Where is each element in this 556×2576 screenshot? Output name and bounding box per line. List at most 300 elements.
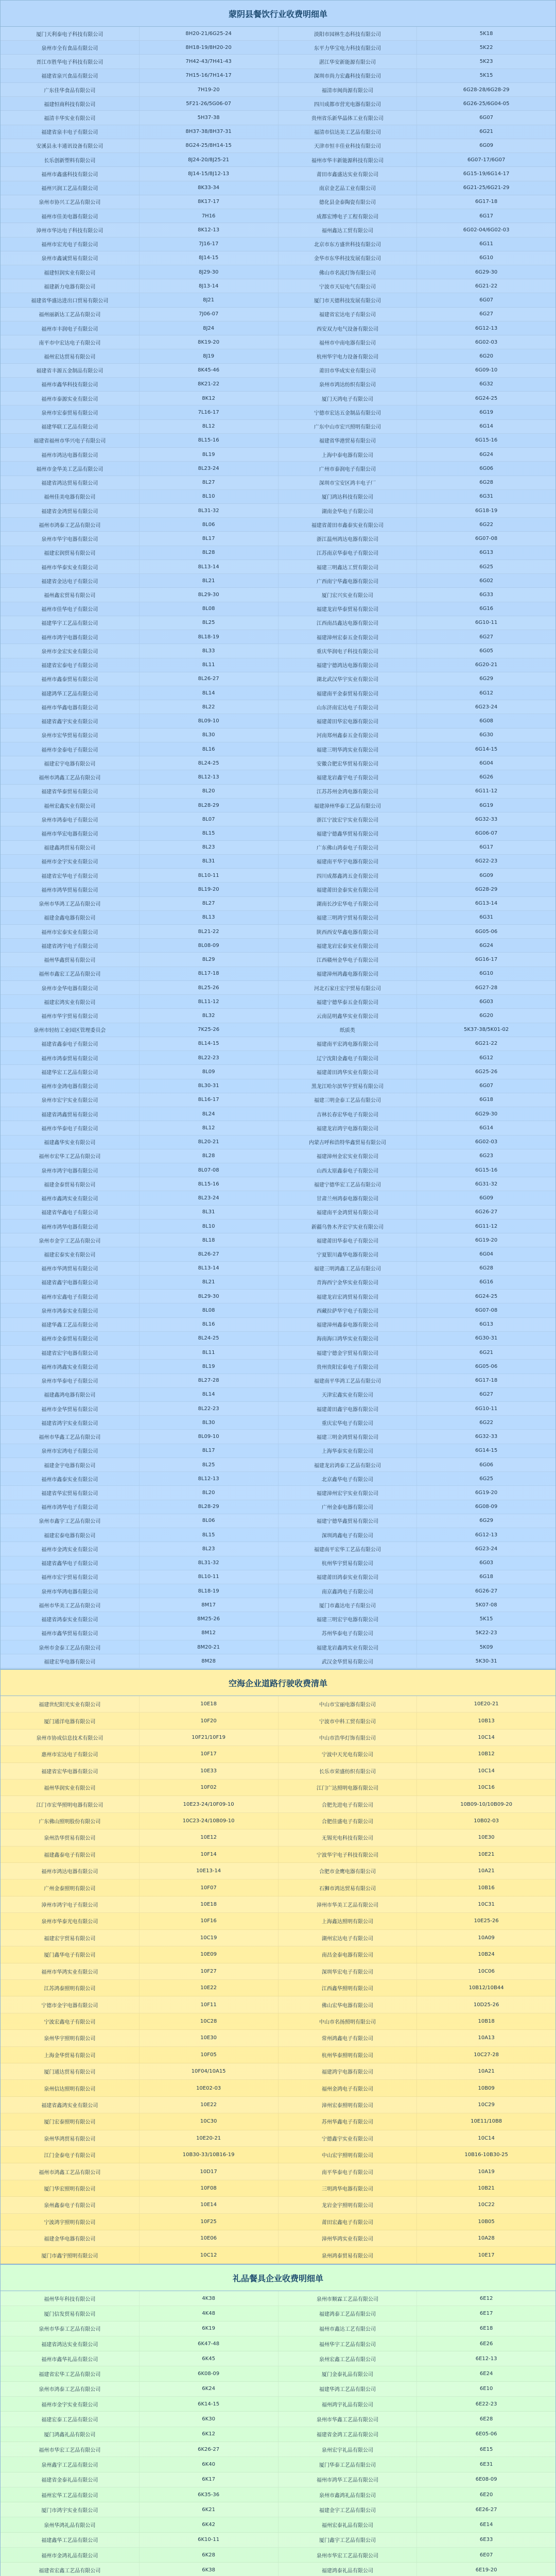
table-cell: 6G30 <box>479 732 494 738</box>
table-cell: 福建华鑫工艺品有限公司 <box>1 1318 140 1331</box>
table-cell: 淡阳市园林生态科技有限公司 <box>279 27 418 40</box>
table-cell: 宁波鸿宇照明有限公司 <box>1 2214 140 2230</box>
table-cell: 6G06 <box>479 465 494 471</box>
table-cell: 福建三明鑫达工贸有限公司 <box>279 560 418 573</box>
table-cell: 8L30-31 <box>140 1079 279 1093</box>
table-cell: 中山市浩华灯饰有限公司 <box>279 1730 418 1745</box>
table-row <box>1 2351 555 2366</box>
table-cell: 6G09 <box>479 872 494 878</box>
table-cell: 6G31 <box>479 914 494 921</box>
table-cell: 河北石家庄宏宇贸易有限公司 <box>279 981 418 994</box>
table-cell: 6G12-13 <box>475 325 498 331</box>
table-cell: 8L29-30 <box>140 1290 279 1303</box>
table-cell: 福州市鸿达电器有限公司 <box>1 1863 140 1879</box>
table-cell: 8L07 <box>140 812 279 826</box>
table-cell: 福州市金鸿礼品有限公司 <box>1 2548 140 2562</box>
table-cell: 6G13 <box>479 550 494 556</box>
table-row <box>1 238 555 251</box>
table-row <box>1 1996 555 2013</box>
table-cell: 8L09 <box>140 1065 279 1078</box>
table-cell: 苏州华鑫电子有限公司 <box>279 2113 418 2129</box>
table-cell: 浙江宁波宏宇实业有限公司 <box>279 812 418 826</box>
table-cell: 8L15-16 <box>140 434 279 447</box>
table-cell: 10E12 <box>140 1829 279 1845</box>
table-cell: 8J13-14 <box>140 279 279 293</box>
fee-table <box>1 2291 555 2576</box>
table-cell: 福建省鸿宇实业有限公司 <box>1 1416 140 1429</box>
table-cell: 5K09 <box>479 1644 493 1650</box>
table-cell: 福建金泰贸易有限公司 <box>1 1177 140 1191</box>
table-cell: 7H16 <box>140 209 279 223</box>
table-row <box>1 1846 555 1863</box>
table-cell: 6E33 <box>479 2537 493 2543</box>
table-cell: 福州市鑫达工艺有限公司 <box>279 2321 418 2336</box>
table-row <box>1 378 555 392</box>
table-row <box>1 27 555 41</box>
table-cell: 泉州市金华电器有限公司 <box>1 981 140 994</box>
table-row <box>1 812 555 826</box>
table-cell: 福州市鸿鑫工艺品有限公司 <box>1 2163 140 2179</box>
table-cell: 福建三明金泰工艺品有限公司 <box>279 1093 418 1107</box>
table-cell: 泉州市华鑫工艺品有限公司 <box>279 2412 418 2426</box>
table-cell: 8K12-13 <box>140 223 279 236</box>
table-cell: 6E26 <box>479 2341 493 2347</box>
table-cell: 泉州市宏鸿电子有限公司 <box>1 1444 140 1458</box>
table-cell: 福建金宇工艺品有限公司 <box>279 2502 418 2517</box>
table-cell: 厦门鸿达科技有限公司 <box>279 490 418 503</box>
table-cell: 漳州市鸿宇电子有限公司 <box>1 1896 140 1912</box>
table-cell: 8L18 <box>140 1233 279 1247</box>
table-row <box>1 1930 555 1946</box>
table-cell: 6G08-09 <box>475 1504 498 1510</box>
table-cell: 福州市鸿华工艺品有限公司 <box>279 2472 418 2487</box>
table-cell: 10C14 <box>478 2135 495 2141</box>
table-cell: 福建省宏华电子有限公司 <box>1 869 140 882</box>
table-row <box>1 686 555 700</box>
table-cell: 福州市金鸿实业有限公司 <box>1 1542 140 1555</box>
table-cell: 福建省鑫宇实业有限公司 <box>1 714 140 727</box>
table-cell: 莆田市华成实业有限公司 <box>279 364 418 377</box>
table-row <box>1 560 555 574</box>
table-cell: 福清市闽尚源有限公司 <box>279 83 418 96</box>
table-cell: 7J16-17 <box>140 238 279 251</box>
table-cell: 10F16 <box>140 1913 279 1929</box>
table-row <box>1 546 555 560</box>
table-row <box>1 869 555 883</box>
table-cell: 四川成都市营光电器有限公司 <box>279 97 418 110</box>
table-cell: 厦门金泰礼品有限公司 <box>279 2366 418 2381</box>
table-cell: 8K21-22 <box>140 378 279 391</box>
table-row <box>1 476 555 490</box>
table-cell: 10C19 <box>140 1930 279 1946</box>
table-cell: 8L21-22 <box>140 925 279 938</box>
fee-table <box>1 1696 555 2264</box>
table-row <box>1 2180 555 2197</box>
table-cell: 厦门华宏照明有限公司 <box>1 2180 140 2196</box>
table-cell: 福州市宏宇贸易有限公司 <box>1 1570 140 1584</box>
table-cell: 7K25-26 <box>140 1023 279 1037</box>
table-cell: 6G23-24 <box>475 704 498 710</box>
table-cell: 8L33 <box>140 644 279 657</box>
table-cell: 新疆乌鲁木齐宏宇实业有限公司 <box>279 1219 418 1233</box>
table-row <box>1 2163 555 2180</box>
table-cell: 福建漳州宏泰五金有限公司 <box>279 630 418 643</box>
table-cell: 10C29 <box>478 2102 495 2108</box>
table-cell: 6G18-19 <box>475 507 498 514</box>
table-cell: 6G20 <box>479 1013 494 1019</box>
table-cell: 深圳鸿鑫电子有限公司 <box>279 1528 418 1541</box>
table-cell: 福建莆田鸿华实业有限公司 <box>279 1065 418 1078</box>
table-cell: 6K47-48 <box>140 2336 279 2351</box>
table-cell: 8L13 <box>140 911 279 924</box>
table-cell: 6G28-28/6G28-29 <box>463 87 510 93</box>
table-row <box>1 2230 555 2247</box>
table-cell: 6G19 <box>479 802 494 808</box>
table-cell: 10F17 <box>140 1746 279 1762</box>
table-row <box>1 1416 555 1430</box>
table-cell: 10A19 <box>478 2168 495 2175</box>
table-cell: 8L30 <box>140 728 279 742</box>
table-cell: 福州佳美电器有限公司 <box>1 490 140 503</box>
table-cell: 福州市丰润电子有限公司 <box>1 321 140 335</box>
table-cell: 5K07-08 <box>475 1602 497 1608</box>
table-cell: 天津宏鑫实业有限公司 <box>279 1388 418 1401</box>
table-cell: 福建金鑫电器有限公司 <box>1 911 140 924</box>
table-row <box>1 2397 555 2412</box>
table-cell: 上海鑫达照明有限公司 <box>279 1913 418 1929</box>
table-row <box>1 83 555 97</box>
table-cell: 8L14-15 <box>140 1037 279 1050</box>
table-cell: 6E12-13 <box>475 2355 497 2362</box>
table-cell: 湖州宏达电子有限公司 <box>279 1930 418 1946</box>
table-row <box>1 1813 555 1829</box>
table-cell: 6G20 <box>479 353 494 359</box>
table-cell: 福州华润实业有限公司 <box>1 1780 140 1795</box>
table-cell: 广东中山市宏兴照明有限公司 <box>279 420 418 433</box>
table-row <box>1 1149 555 1163</box>
table-cell: 福建宁德华泰五金有限公司 <box>279 995 418 1008</box>
table-cell: 8L09-10 <box>140 1430 279 1443</box>
table-row <box>1 1896 555 1913</box>
table-row <box>1 967 555 981</box>
table-cell: 福建宏宇电器有限公司 <box>1 756 140 770</box>
table-cell: 6G28-29 <box>475 886 498 892</box>
table-cell: 6G15-16 <box>475 1167 498 1173</box>
table-row <box>1 672 555 686</box>
table-row <box>1 2517 555 2532</box>
table-cell: 6G17 <box>479 213 494 219</box>
table-cell: 10C28 <box>140 2013 279 2029</box>
table-cell: 6K24 <box>140 2382 279 2396</box>
table-row <box>1 139 555 153</box>
table-cell: 8L10 <box>140 1219 279 1233</box>
table-cell: 6G26 <box>479 774 494 781</box>
table-row <box>1 97 555 111</box>
table-cell: 8L18-19 <box>140 1584 279 1598</box>
table-cell: 南昌金泰电器有限公司 <box>279 1946 418 1962</box>
table-cell: 6E10 <box>479 2386 493 2392</box>
table-row <box>1 1640 555 1654</box>
table-row <box>1 2442 555 2457</box>
table-cell: 6G10-11 <box>475 1405 498 1412</box>
table-cell: 福州市华鸿贸易有限公司 <box>1 1262 140 1275</box>
table-cell: 泉州市华鸿工艺品有限公司 <box>1 897 140 910</box>
table-cell: 江苏鸿泰照明有限公司 <box>1 1980 140 1996</box>
table-cell: 福建省金泰礼品有限公司 <box>1 2472 140 2487</box>
table-cell: 辽宁沈阳金鑫电子有限公司 <box>279 1051 418 1064</box>
table-row <box>1 770 555 784</box>
table-cell: 6G16-17 <box>475 957 498 963</box>
table-cell: 福州金鸿电子有限公司 <box>279 2080 418 2096</box>
table-cell: 8J24-20/8J25-21 <box>140 153 279 166</box>
table-cell: 福州市鸿华电子有限公司 <box>1 1500 140 1514</box>
table-cell: 厦门宏兴实业有限公司 <box>279 588 418 601</box>
table-cell: 宁德市宏达五金制品有限公司 <box>279 405 418 419</box>
table-cell: 泉州华鸿贸易有限公司 <box>1 2130 140 2146</box>
table-row <box>1 1093 555 1107</box>
table-cell: 8L06 <box>140 518 279 531</box>
table-cell: 10F05 <box>140 2047 279 2063</box>
table-cell: 6K38 <box>140 2563 279 2576</box>
table-cell: 7L16-17 <box>140 405 279 419</box>
table-cell: 8L25 <box>140 1458 279 1471</box>
table-cell: 6G10-11 <box>475 620 498 626</box>
table-cell: 福州市鸿宇电器有限公司 <box>1 630 140 643</box>
table-cell: 福建宏鸿实业有限公司 <box>1 995 140 1008</box>
table-cell: 8L09-10 <box>140 714 279 727</box>
table-cell: 6K30 <box>140 2412 279 2426</box>
table-cell: 8L32 <box>140 1009 279 1022</box>
table-cell: 北京鑫华电子有限公司 <box>279 1472 418 1485</box>
table-cell: 泉州市鑫诚贸易有限公司 <box>1 251 140 265</box>
table-cell: 泉州市金宇工艺品有限公司 <box>1 1233 140 1247</box>
table-cell: 8L06 <box>140 1514 279 1528</box>
table-row <box>1 1612 555 1626</box>
table-row <box>1 925 555 939</box>
table-cell: 8H20-21/6G25-24 <box>140 27 279 40</box>
table-row <box>1 420 555 434</box>
table-cell: 8L17 <box>140 532 279 545</box>
table-cell: 福建鑫鸿电器有限公司 <box>1 1388 140 1401</box>
table-cell: 6G04 <box>479 1251 494 1257</box>
table-cell: 6G03 <box>479 998 494 1005</box>
table-cell: 福州市鸿泰贸易有限公司 <box>1 1051 140 1064</box>
table-cell: 6G16 <box>479 1279 494 1285</box>
table-row <box>1 602 555 616</box>
table-cell: 6E15 <box>479 2446 493 2452</box>
section-title: 空海企业道路行驶收费清单 <box>1 1670 555 1696</box>
table-row <box>1 2427 555 2442</box>
table-cell: 泉州市协兴工艺品有限公司 <box>1 195 140 209</box>
table-cell: 龙岩金宇照明有限公司 <box>279 2197 418 2213</box>
table-cell: 8L31 <box>140 1206 279 1219</box>
table-cell: 福州宏泰礼品有限公司 <box>279 2517 418 2532</box>
table-cell: 6G11-12 <box>475 1223 498 1229</box>
table-row <box>1 111 555 125</box>
table-cell: 8J21 <box>140 293 279 307</box>
table-cell: 福建省丰源五金制品有限公司 <box>1 364 140 377</box>
table-cell: 10B30-33/10B16-19 <box>140 2147 279 2163</box>
table-cell: 厦门市鑫宇照明有限公司 <box>1 2247 140 2263</box>
table-cell: 8M17 <box>140 1598 279 1612</box>
table-cell: 福州市华鑫工艺品有限公司 <box>1 1430 140 1443</box>
table-row <box>1 1598 555 1612</box>
table-row <box>1 448 555 462</box>
table-row <box>1 1346 555 1360</box>
table-cell: 10E02-03 <box>140 2080 279 2096</box>
table-row <box>1 504 555 518</box>
table-cell: 泉州市轻纺工业园区管理委员会 <box>1 1023 140 1037</box>
table-cell: 10E30 <box>478 1835 495 1841</box>
table-cell: 福建省鸿泰实业有限公司 <box>1 1612 140 1625</box>
table-cell: 福建宏宇贸易有限公司 <box>1 1930 140 1946</box>
table-row <box>1 2457 555 2472</box>
table-cell: 6K21 <box>140 2502 279 2517</box>
table-cell: 5K37-38/5K01-02 <box>463 1027 509 1033</box>
table-cell: 8J24 <box>140 321 279 335</box>
table-row <box>1 1374 555 1388</box>
table-cell: 6G32-33 <box>475 816 498 822</box>
table-cell: 8L27 <box>140 476 279 489</box>
table-cell: 纸质类 <box>279 1023 418 1037</box>
table-cell: 6K40 <box>140 2457 279 2471</box>
table-cell: 泉州市金泰工艺品有限公司 <box>1 1640 140 1654</box>
table-cell: 福建宁德鸿达电器有限公司 <box>279 658 418 672</box>
table-cell: 福建漳州金宏实业有限公司 <box>279 1149 418 1163</box>
table-cell: 10D17 <box>140 2163 279 2179</box>
table-cell: 8L29-30 <box>140 588 279 601</box>
table-cell: 10A28 <box>478 2235 495 2242</box>
table-cell: 泉州市鑫鸿礼品有限公司 <box>279 2487 418 2502</box>
table-row <box>1 2291 555 2306</box>
table-cell: 泉州市全有食品有限公司 <box>1 41 140 54</box>
section-road-fees <box>0 1669 556 2264</box>
table-cell: 6G22-23 <box>475 858 498 865</box>
table-row <box>1 1051 555 1065</box>
table-row <box>1 2047 555 2063</box>
table-row <box>1 1233 555 1247</box>
table-cell: 广州金泰电器有限公司 <box>279 1500 418 1514</box>
table-cell: 6K42 <box>140 2517 279 2532</box>
table-cell: 福建鑫鸿贸易有限公司 <box>1 841 140 854</box>
table-cell: 福建鑫华实业有限公司 <box>1 1136 140 1149</box>
table-row <box>1 2247 555 2263</box>
table-cell: 无锡光电科技有限公司 <box>279 1829 418 1845</box>
table-cell: 安徽合肥宏华贸易有限公司 <box>279 756 418 770</box>
table-row <box>1 1290 555 1303</box>
table-cell: 6K17 <box>140 2472 279 2487</box>
table-cell: 10B12/10B44 <box>468 1985 504 1991</box>
table-cell: 福建省金鸿工艺品有限公司 <box>279 2427 418 2442</box>
table-cell: 漳州市华美工艺品有限公司 <box>279 1896 418 1912</box>
table-cell: 合肥先进电子有限公司 <box>279 1796 418 1812</box>
table-cell: 泉州市金宏实业有限公司 <box>1 644 140 657</box>
table-cell: 湖北武汉华宇实业有限公司 <box>279 672 418 686</box>
table-row <box>1 434 555 448</box>
table-cell: 6K10-11 <box>140 2533 279 2547</box>
table-cell: 6G23-24 <box>475 1546 498 1552</box>
table-cell: 泉州华宇照明有限公司 <box>1 2030 140 2046</box>
table-cell: 6K19 <box>140 2321 279 2336</box>
table-cell: 10B24 <box>478 1952 495 1958</box>
table-cell: 8L12 <box>140 1121 279 1134</box>
table-row <box>1 2197 555 2213</box>
table-cell: 晋江市胜华电子科技有限公司 <box>1 55 140 68</box>
table-cell: 福州市金泰贸易有限公司 <box>1 1332 140 1345</box>
table-row <box>1 2336 555 2351</box>
table-cell: 10B21 <box>478 2185 495 2191</box>
table-cell: 6G02-03 <box>475 1139 498 1145</box>
table-row <box>1 742 555 756</box>
table-cell: 山东济南宏达电子有限公司 <box>279 700 418 714</box>
table-cell: 天津市恒丰佳业科技有限公司 <box>279 139 418 152</box>
table-row <box>1 1206 555 1219</box>
table-cell: 福州鸿宇礼品有限公司 <box>279 2397 418 2411</box>
table-cell: 福建省鑫鸿实业有限公司 <box>1 2097 140 2113</box>
table-cell: 福建南平金鸿贸易有限公司 <box>279 1206 418 1219</box>
table-cell: 福州市鸿华贸易有限公司 <box>1 883 140 896</box>
table-row <box>1 1136 555 1149</box>
table-row <box>1 69 555 83</box>
table-cell: 福建莆田华宏电器有限公司 <box>279 714 418 727</box>
table-cell: 10A21 <box>478 1868 495 1874</box>
table-cell: 6G14 <box>479 1125 494 1131</box>
table-cell: 8L17 <box>140 1444 279 1458</box>
table-cell: 福州市华宇贸易有限公司 <box>1 1009 140 1022</box>
table-cell: 厦门天鸿电子有限公司 <box>279 392 418 405</box>
table-cell: 4K38 <box>140 2291 279 2306</box>
table-cell: 福清丰华实业有限公司 <box>1 111 140 124</box>
table-cell: 6G14-15 <box>475 1448 498 1454</box>
table-cell: 6G29-30 <box>475 1111 498 1117</box>
table-cell: 长乐创新塑料有限公司 <box>1 153 140 166</box>
table-cell: 8L13-14 <box>140 560 279 573</box>
table-row <box>1 1486 555 1500</box>
table-cell: 8J29-30 <box>140 265 279 279</box>
table-cell: 6E05-06 <box>475 2431 497 2437</box>
table-cell: 6E18 <box>479 2326 493 2332</box>
table-row <box>1 2412 555 2427</box>
table-cell: 宁波市天辰电气有限公司 <box>279 279 418 293</box>
table-cell: 福建省宏达电子有限公司 <box>279 308 418 321</box>
table-cell: 10E21 <box>478 1851 495 1857</box>
table-cell: 10F07 <box>140 1879 279 1895</box>
table-cell: 宁德市金宇电器有限公司 <box>1 1996 140 2012</box>
table-row <box>1 349 555 363</box>
table-cell: 福州市鸿泰工艺品有限公司 <box>1 518 140 531</box>
table-cell: 10D25-26 <box>473 2002 499 2008</box>
table-cell: 6G07 <box>479 297 494 303</box>
table-cell: 8L16 <box>140 742 279 756</box>
table-cell: 陕西西安华鑫电器有限公司 <box>279 925 418 938</box>
table-row <box>1 981 555 995</box>
table-cell: 8L24 <box>140 1107 279 1121</box>
table-cell: 8L19 <box>140 1360 279 1373</box>
table-row <box>1 1065 555 1079</box>
table-cell: 福州市鑫华贸易有限公司 <box>1 1626 140 1640</box>
table-cell: 泉州市鸿泰工艺品有限公司 <box>1 2382 140 2396</box>
table-row <box>1 1746 555 1762</box>
table-row <box>1 1542 555 1556</box>
table-row <box>1 167 555 181</box>
table-cell: 厦门鸿鑫礼品有限公司 <box>1 2427 140 2442</box>
table-cell: 福建金华电器有限公司 <box>1 2230 140 2246</box>
table-cell: 8L27 <box>140 897 279 910</box>
table-cell: 福建鸿宇电器有限公司 <box>279 2063 418 2079</box>
table-cell: 三明鸿华电器有限公司 <box>279 2180 418 2196</box>
table-cell: 广东佛山鸿泰电子有限公司 <box>279 841 418 854</box>
table-cell: 8L21 <box>140 574 279 587</box>
